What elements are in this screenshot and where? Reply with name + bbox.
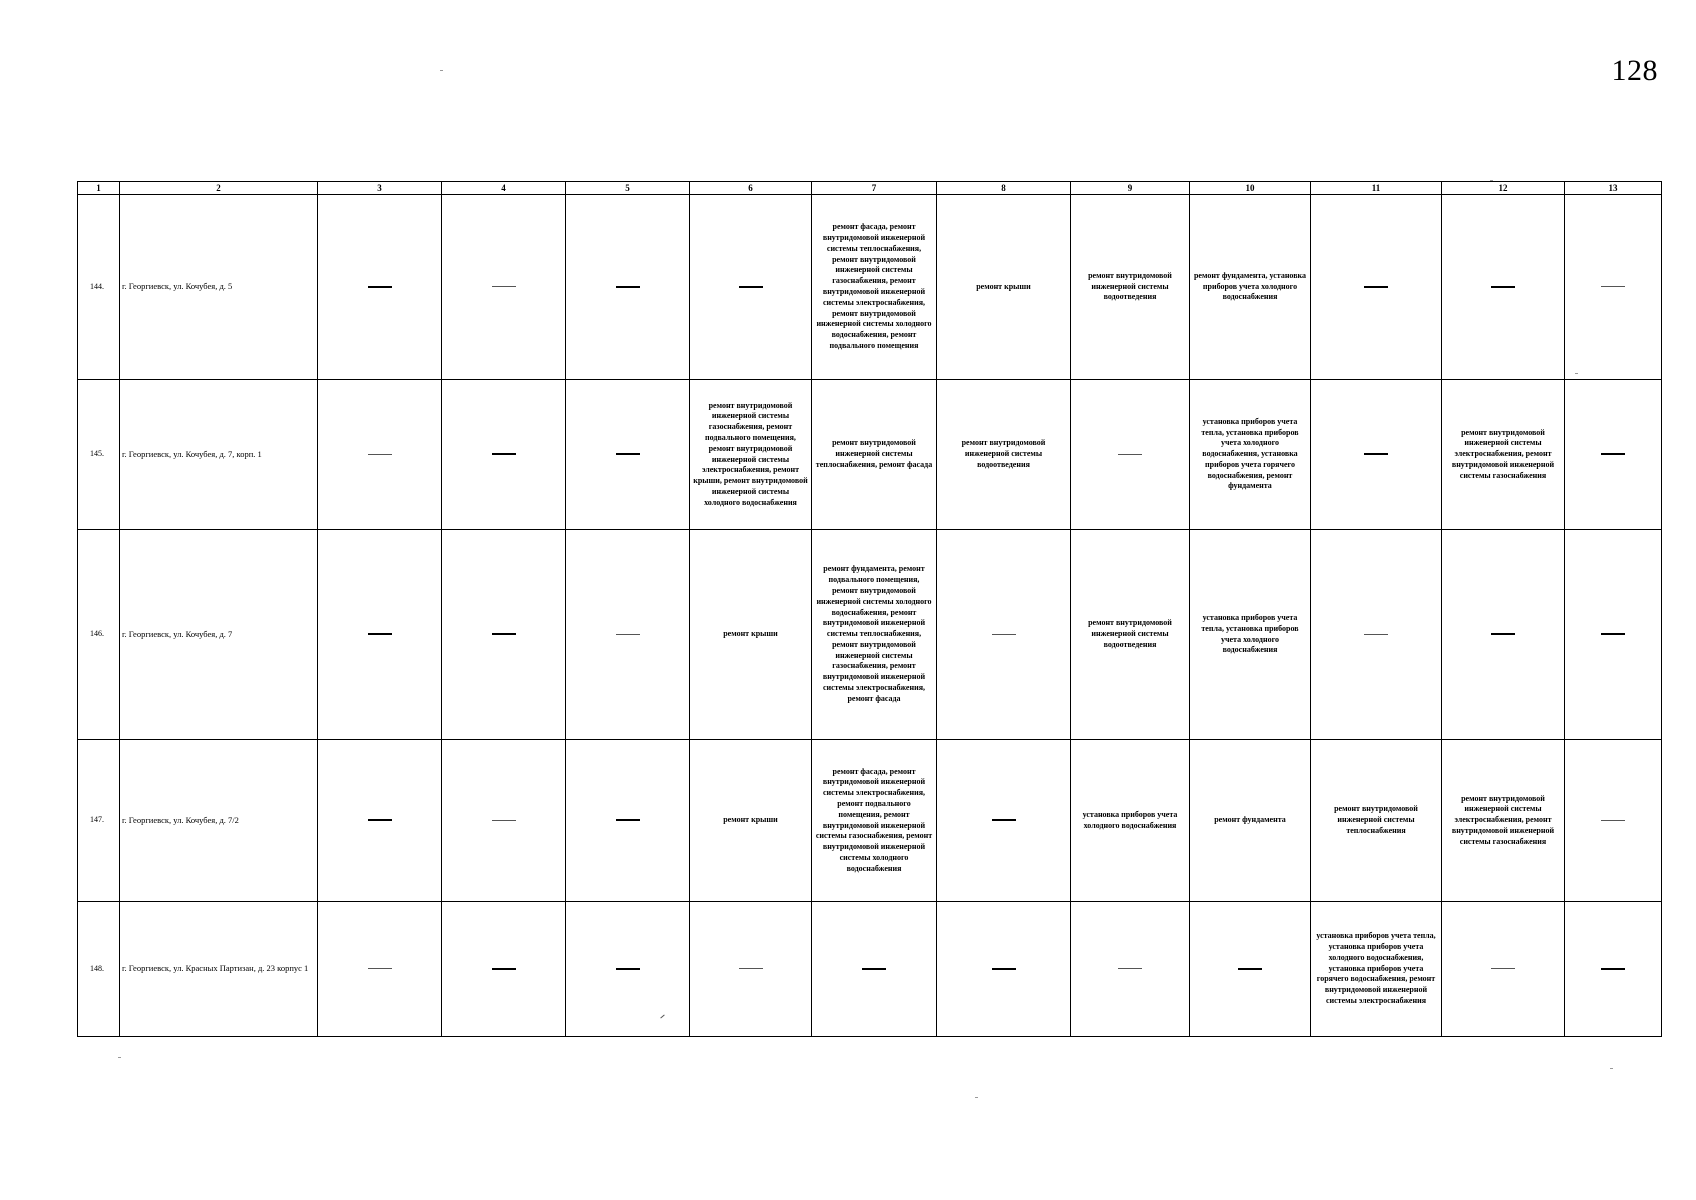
work-cell-col-13 (1565, 902, 1662, 1037)
dash-mark (992, 819, 1016, 821)
dash-mark (739, 968, 763, 969)
dash-mark (1601, 286, 1625, 287)
work-description: ремонт фасада, ремонт внутридомовой инженерной системы теплоснабжения, ремонт внутридомовой инженерной системы газоснабжения, ремонт внутридомовой инженерной системы электроснабжения, ремонт внутридомовой инженерной системы холодного водоснабжения, ремонт подвального помещения (816, 222, 932, 350)
dash-mark (1491, 286, 1515, 288)
column-number-1: 1 (78, 182, 120, 195)
work-cell-col-12 (1442, 380, 1565, 530)
column-number-13: 13 (1565, 182, 1662, 195)
work-description: ремонт фундамента, установка приборов учета холодного водоснабжения (1193, 270, 1307, 302)
work-cell-col-9 (1071, 740, 1190, 902)
work-description: ремонт внутридомовой инженерной системы газоснабжения, ремонт подвального помещения, ремонт внутридомовой инженерной системы электроснабжения, ремонт крыши, ремонт внутридомовой инженерной системы холодного водоснабжения (693, 400, 808, 507)
work-cell-col-9 (1071, 902, 1190, 1037)
work-cell-col-7 (812, 740, 937, 902)
dash-mark (368, 819, 392, 821)
dash-mark (1364, 286, 1388, 288)
work-cell-col-5 (566, 380, 690, 530)
work-cell-col-9 (1071, 380, 1190, 530)
dash-mark (492, 286, 516, 287)
work-cell-col-6 (690, 530, 812, 740)
work-description: установка приборов учета тепла, установка приборов учета холодного водоснабжения (1201, 612, 1299, 655)
work-cell-col-7 (812, 380, 937, 530)
work-cell-col-5 (566, 740, 690, 902)
work-cell-col-10 (1190, 195, 1311, 380)
work-cell-col-3 (318, 740, 442, 902)
dash-mark (992, 968, 1016, 970)
column-number-2: 2 (120, 182, 318, 195)
dash-mark (1601, 453, 1625, 455)
address-cell: г. Георгиевск, ул. Красных Партизан, д. 23 корпус 1 (120, 902, 318, 1037)
work-cell-col-7 (812, 530, 937, 740)
dash-mark (616, 286, 640, 288)
column-number-6: 6 (690, 182, 812, 195)
work-cell-col-4 (442, 530, 566, 740)
work-cell-col-4 (442, 740, 566, 902)
table-body (78, 195, 1662, 1037)
dash-mark (492, 820, 516, 821)
row-number: 147. (78, 740, 120, 902)
address-cell: г. Георгиевск, ул. Кочубея, д. 5 (120, 195, 318, 380)
dash-mark (862, 968, 886, 970)
column-number-7: 7 (812, 182, 937, 195)
work-description: ремонт фасада, ремонт внутридомовой инженерной системы электроснабжения, ремонт подвального помещения, ремонт внутридомовой инженерной системы газоснабжения, ремонт внутридомовой инженерной системы холодного водоснабжения (815, 766, 933, 873)
dash-mark (492, 968, 516, 970)
table-row (78, 902, 1662, 1037)
column-number-8: 8 (937, 182, 1071, 195)
column-number-12: 12 (1442, 182, 1565, 195)
work-cell-col-9 (1071, 195, 1190, 380)
work-cell-col-13 (1565, 740, 1662, 902)
work-cell-col-12 (1442, 195, 1565, 380)
work-cell-col-3 (318, 530, 442, 740)
work-cell-col-13 (1565, 530, 1662, 740)
dash-mark (1364, 453, 1388, 455)
work-cell-col-13 (1565, 195, 1662, 380)
dash-mark (1491, 633, 1515, 635)
work-cell-col-10 (1190, 902, 1311, 1037)
dash-mark (368, 286, 392, 288)
work-description: ремонт внутридомовой инженерной системы теплоснабжения, ремонт фасада (815, 438, 933, 469)
column-number-4: 4 (442, 182, 566, 195)
dash-mark (1364, 634, 1388, 635)
work-description: ремонт крыши (976, 281, 1031, 291)
dash-mark (1118, 968, 1142, 969)
address-cell: г. Георгиевск, ул. Кочубея, д. 7, корп. 1 (120, 380, 318, 530)
address-cell: г. Георгиевск, ул. Кочубея, д. 7/2 (120, 740, 318, 902)
column-number-10: 10 (1190, 182, 1311, 195)
dash-mark (1601, 820, 1625, 821)
table-row (78, 195, 1662, 380)
work-cell-col-4 (442, 902, 566, 1037)
work-description: ремонт внутридомовой инженерной системы электроснабжения, ремонт внутридомовой инженерной системы газоснабжения (1451, 427, 1555, 480)
column-number-11: 11 (1311, 182, 1442, 195)
scan-speck (1610, 1068, 1613, 1069)
work-cell-col-11 (1311, 530, 1442, 740)
dash-mark (1601, 633, 1625, 635)
work-description: установка приборов учета тепла, установка приборов учета холодного водоснабжения, установка приборов учета горячего водоснабжения, ремонт внутридомовой инженерной системы электроснабжения (1316, 931, 1436, 1005)
work-cell-col-5 (566, 195, 690, 380)
dash-mark (616, 968, 640, 970)
table-row (78, 740, 1662, 902)
work-description: установка приборов учета холодного водоснабжения (1082, 809, 1178, 830)
work-description: ремонт крыши (723, 629, 778, 639)
column-number-3: 3 (318, 182, 442, 195)
dash-mark (368, 968, 392, 969)
dash-mark (616, 819, 640, 821)
dash-mark (1238, 968, 1262, 970)
work-description: ремонт внутридомовой инженерной системы электроснабжения, ремонт внутридомовой инженерной системы газоснабжения (1451, 793, 1555, 846)
page-number: 128 (1611, 54, 1658, 87)
work-cell-col-5 (566, 530, 690, 740)
work-cell-col-10 (1190, 380, 1311, 530)
dash-mark (616, 634, 640, 635)
dash-mark (368, 633, 392, 635)
work-cell-col-8 (937, 195, 1071, 380)
table-row (78, 380, 1662, 530)
work-cell-col-10 (1190, 740, 1311, 902)
capital-repair-schedule-table (77, 181, 1662, 1037)
table-header (78, 182, 1662, 195)
work-cell-col-12 (1442, 740, 1565, 902)
work-description: ремонт фундамента, ремонт подвального помещения, ремонт внутридомовой инженерной системы холодного водоснабжения, ремонт внутридомовой инженерной системы теплоснабжения, ремонт внутридомовой инженерной системы газоснабжения, ремонт внутридомовой инженерной системы электроснабжения, ремонт фасада (816, 564, 932, 703)
dash-mark (616, 453, 640, 455)
work-description: ремонт внутридомовой инженерной системы водоотведения (1088, 618, 1172, 649)
work-cell-col-4 (442, 195, 566, 380)
scan-speck (118, 1057, 121, 1058)
work-cell-col-6 (690, 902, 812, 1037)
dash-mark (992, 634, 1016, 635)
dash-mark (1118, 454, 1142, 455)
row-number: 148. (78, 902, 120, 1037)
dash-mark (492, 453, 516, 455)
dash-mark (1601, 968, 1625, 970)
dash-mark (492, 633, 516, 635)
scan-speck (1490, 180, 1493, 181)
scan-speck (1575, 373, 1578, 374)
work-description: ремонт внутридомовой инженерной системы водоотведения (1088, 270, 1172, 302)
work-cell-col-12 (1442, 902, 1565, 1037)
work-description: ремонт фундамента (1214, 815, 1286, 825)
scan-speck (975, 1097, 978, 1098)
work-cell-col-7 (812, 195, 937, 380)
table-row (78, 530, 1662, 740)
dash-mark (1491, 968, 1515, 969)
row-number: 144. (78, 195, 120, 380)
work-cell-col-3 (318, 380, 442, 530)
work-cell-col-11 (1311, 195, 1442, 380)
work-cell-col-3 (318, 902, 442, 1037)
work-cell-col-12 (1442, 530, 1565, 740)
column-number-9: 9 (1071, 182, 1190, 195)
work-cell-col-9 (1071, 530, 1190, 740)
work-cell-col-11 (1311, 380, 1442, 530)
work-cell-col-8 (937, 902, 1071, 1037)
work-description: ремонт внутридомовой инженерной системы водоотведения (961, 438, 1046, 469)
work-cell-col-5 (566, 902, 690, 1037)
address-cell: г. Георгиевск, ул. Кочубея, д. 7 (120, 530, 318, 740)
work-cell-col-11 (1311, 740, 1442, 902)
column-number-row (78, 182, 1662, 195)
row-number: 146. (78, 530, 120, 740)
work-description: ремонт крыши (723, 815, 778, 825)
work-cell-col-3 (318, 195, 442, 380)
work-cell-col-11 (1311, 902, 1442, 1037)
scan-speck (440, 70, 443, 71)
work-cell-col-6 (690, 740, 812, 902)
work-cell-col-7 (812, 902, 937, 1037)
work-cell-col-13 (1565, 380, 1662, 530)
work-cell-col-4 (442, 380, 566, 530)
dash-mark (368, 454, 392, 455)
work-cell-col-10 (1190, 530, 1311, 740)
dash-mark (739, 286, 763, 288)
work-description: установка приборов учета тепла, установка приборов учета холодного водоснабжения, установка приборов учета горячего водоснабжения, ремонт фундамента (1201, 416, 1299, 491)
work-cell-col-6 (690, 195, 812, 380)
work-cell-col-8 (937, 740, 1071, 902)
work-cell-col-8 (937, 530, 1071, 740)
work-cell-col-8 (937, 380, 1071, 530)
work-cell-col-6 (690, 380, 812, 530)
column-number-5: 5 (566, 182, 690, 195)
work-description: ремонт внутридомовой инженерной системы теплоснабжения (1334, 804, 1418, 835)
row-number: 145. (78, 380, 120, 530)
